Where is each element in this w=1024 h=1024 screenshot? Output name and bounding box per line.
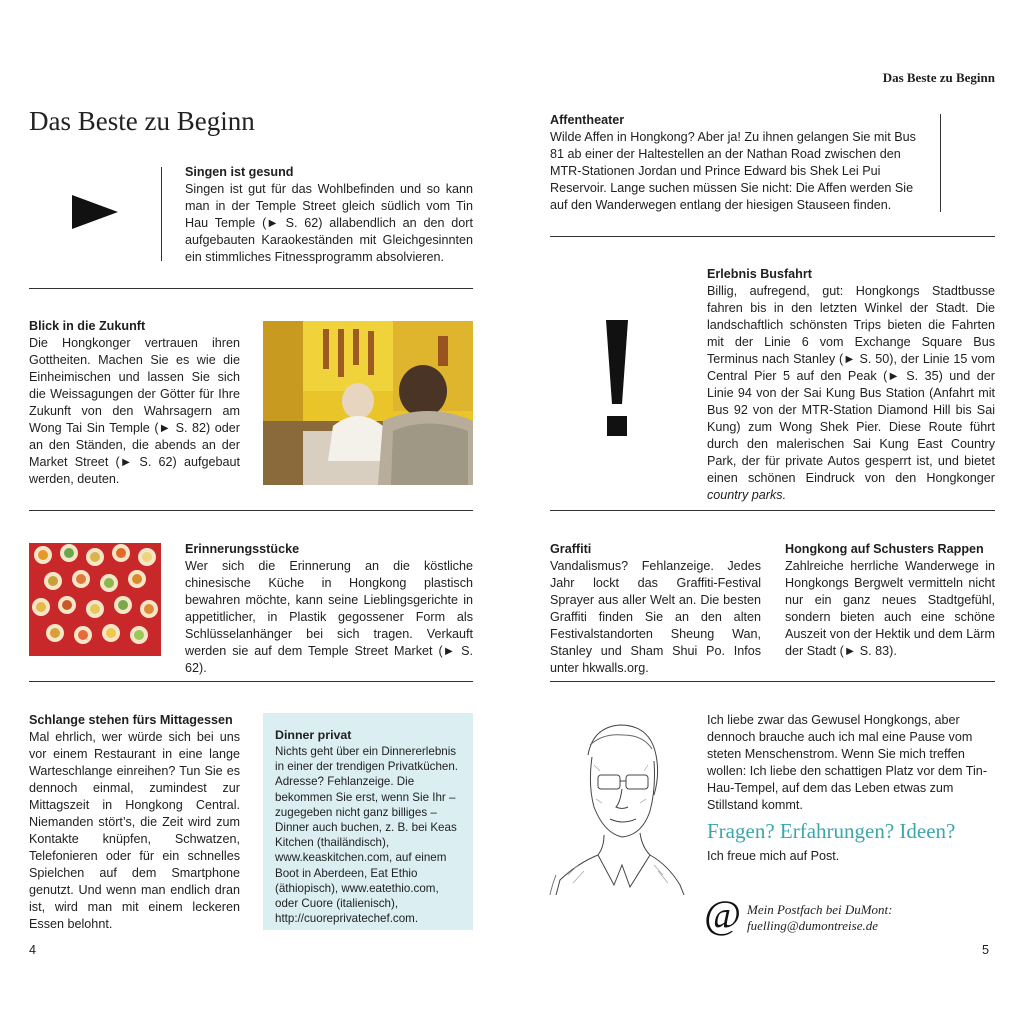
section-erinnerung xyxy=(185,541,473,677)
bus-text: Billig, aufregend, gut: Hongkongs Stadtbusse fahren bis in den letzten Winkel der Stadt. Die landschaftlich schönsten Trips bieten die Fahrten mit der Linie 6 vom Exchange Square Bus Terminus nach Stanley (► S. 50), der Linie 15 vom Central Pier 5 auf den Peak (► S. 35) und der Linie 94 von der Sai Kung Bus Station (Anfahrt mit Bus 92 von der MTR-Station Diamond Hill bis Sai Kung) zum Wong Shek Pier. Diese Route führt durch den malerischen Sai Kung East Country Park, der für private Autos gesperrt ist, und bietet einen schönen Eindruck von den Hongkonger xyxy=(707,284,995,485)
dinner-text: Nichts geht über ein Dinnererlebnis in einer der trendigen Privatküchen. Adresse? Fehlanzeige. Die bekommen Sie erst, wenn Sie Ihr – zugegeben nicht ganz billiges – Dinner auch buchen, z. B. bei Keas Kitchen (thailändisch), www.keaskitchen.com, auf einem Boot in Aberdeen, Eat Ethio (äthiopisch), www.eatethio.com, oder Cuore (italienisch), http://cuoreprivatechef.com. xyxy=(275,745,459,926)
rule-right-1 xyxy=(550,236,995,237)
section-schusters xyxy=(785,541,995,660)
singen-text: Singen ist gut für das Wohlbefinden und so kann man in der Temple Street gleich südlich vom Tin Hau Temple (► S. 62) allabendlich an den dort aufgebauten Karaokeständen mit Gleichgesinnten ein stimmliches Fitnessprogramm absolvieren. xyxy=(185,182,473,264)
schlange-text: Mal ehrlich, wer würde sich bei uns vor einem Restaurant in eine lange Warteschlange einreihen? Tun Sie es dennoch einmal, zumindest zur Mittagszeit in Hongkong Central. Niemanden stört’s, die Zeit wird zum Kontakte knüpfen, Schwatzen, Telefonieren oder für ein schnelles Spielchen auf dem Smartphone genutzt. Und wenn man endlich dran ist, wird man mit einem leckeren Essen belohnt. xyxy=(29,730,240,931)
exclamation-icon xyxy=(602,320,632,436)
mail-address[interactable]: fuelling@dumontreise.de xyxy=(747,918,878,933)
dinner-tip-box xyxy=(263,713,473,930)
post-text: Ich freue mich auf Post. xyxy=(707,849,840,863)
triangle-pointer-icon xyxy=(72,195,120,229)
questions-heading: Fragen? Erfahrungen? Ideen? xyxy=(707,819,956,843)
section-bus xyxy=(707,266,995,504)
author-portrait xyxy=(548,715,688,895)
fortune-teller-photo xyxy=(263,321,473,485)
singen-divider xyxy=(161,167,162,261)
dinner-title: Dinner privat xyxy=(275,728,352,742)
author-text: Ich liebe zwar das Gewusel Hongkongs, aber dennoch brauche auch ich mal eine Pause vom steten Menschenstrom. Wenn Sie mich treffen wollen: Ich liebe den schattigen Platz vor dem Tin-Hau-Tempel, auf dem das Leben etwas zum Stillstand kommt. xyxy=(707,713,988,812)
rule-left-2 xyxy=(29,510,473,511)
schusters-text: Zahlreiche herrliche Wanderwege in Hongkongs Bergwelt vermitteln nicht nur ein ganz neues Stadtgefühl, sondern bieten auch eine schöne Auszeit von der Hektik und dem Lärm der Stadt (► S. 83). xyxy=(785,559,995,658)
singen-title: Singen ist gesund xyxy=(185,165,294,179)
schusters-title: Hongkong auf Schusters Rappen xyxy=(785,542,984,556)
blick-title: Blick in die Zukunft xyxy=(29,319,146,333)
plastic-food-photo xyxy=(29,543,161,656)
graffiti-title: Graffiti xyxy=(550,542,592,556)
at-icon: @ xyxy=(704,892,741,937)
affen-title: Affentheater xyxy=(550,113,625,127)
erinnerung-title: Erinnerungsstücke xyxy=(185,542,300,556)
section-graffiti xyxy=(550,541,761,677)
section-blick xyxy=(29,318,240,488)
running-header: Das Beste zu Beginn xyxy=(882,70,995,85)
rule-right-2 xyxy=(550,510,995,511)
section-schlange xyxy=(29,712,240,933)
rule-left-1 xyxy=(29,288,473,289)
page-number-left: 4 xyxy=(29,943,37,957)
graffiti-text: Vandalismus? Fehlanzeige. Jedes Jahr lockt das Graffiti-Festival Sprayer aus aller Welt an. Die besten Graffiti finden Sie an den alten Festivalstandorten Sheung Wan, Stanley und Sham Shui Po. Infos unter hkwalls.org. xyxy=(550,559,761,675)
page-number-right: 5 xyxy=(982,943,990,957)
schlange-title: Schlange stehen fürs Mittagessen xyxy=(29,713,233,727)
mail-label: Mein Postfach bei DuMont: xyxy=(747,902,893,917)
bus-title: Erlebnis Busfahrt xyxy=(707,267,812,281)
blick-text: Die Hongkonger vertrauen ihren Gottheiten. Machen Sie es wie die Einheimischen und lassen Sie sich die Weissagungen der Götter für Ihre Zukunft von den Wahrsagern am Wong Tai Sin Temple (► S. 82) oder an den Ständen, die abends an der Market Street (► S. 62) aufgebaut werden, deuten. xyxy=(29,336,240,486)
affen-divider xyxy=(940,114,941,212)
rule-left-3 xyxy=(29,681,473,682)
rule-right-3 xyxy=(550,681,995,682)
bus-text-italic: country parks. xyxy=(707,488,787,502)
section-singen xyxy=(185,164,473,266)
affen-text: Wilde Affen in Hongkong? Aber ja! Zu ihnen gelangen Sie mit Bus 81 ab einer der Haltestellen an der Nathan Road zwischen den MTR-Stationen Jordan und Prince Edward bis Shek Lei Pui Reservoir. Lange suchen müssen Sie nicht: Die Affen werden Sie auf den Wanderwegen entlang der hiesigen Stauseen finden. xyxy=(550,130,916,212)
page-title: Das Beste zu Beginn xyxy=(29,106,255,136)
section-affen xyxy=(550,112,922,214)
mail-info xyxy=(747,902,893,934)
erinnerung-text: Wer sich die Erinnerung an die köstliche chinesische Küche in Hongkong plastisch bewahren möchte, kann seine Lieblingsgerichte in appetitlicher, in Plastik gegossener Form als Schlüsselanhänger bei sich tragen. Verkauft werden sie auf dem Temple Street Market (► S. 62). xyxy=(185,559,473,675)
